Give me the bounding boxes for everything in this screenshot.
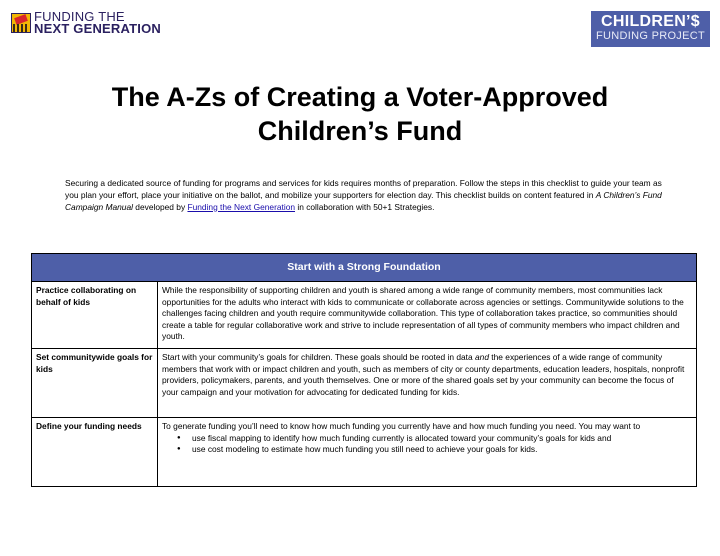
row-text: While the responsibility of supporting children and youth is shared among a wide range of community members, most communities lack opportunities for the adults who interact with kids to communicate or collaborate across agencies or settings. Communitywide solutions to the challenges facing children and youth require communitywide collaboration. This type of collaboration takes practice, so communities should create a table for regular collaborative work and strive to include representation of all types of community members who impact children and youth. [158,282,697,349]
cfp-logo-line1: CHILDREN’$ [600,13,700,30]
intro-text-1: Securing a dedicated source of funding for programs and services for kids requires months of preparation. Follow the steps in this checklist to guide your team as you plan your effort, place your initiative on the ballot, and mobilize your supporters for election day. This checklist builds on content featured in [65,178,662,200]
funding-next-generation-link[interactable]: Funding the Next Generation [187,201,296,212]
table-row [32,282,697,349]
bullet-item: ● use fiscal mapping to identify how much funding currently is allocated toward your community’s goals for kids and [192,433,692,445]
fng-logo-line2: NEXT GENERATION [34,21,161,36]
table-row [32,418,697,487]
page-title: The A-Zs of Creating a Voter-Approved Children’s Fund [111,82,609,146]
row-text-italic: and [475,352,489,362]
intro-paragraph [65,178,675,213]
row-label: Set communitywide goals for kids [32,349,158,418]
intro-manual-title: A Children’s Fund Campaign Manual [65,189,662,212]
intro-text-3: in collaboration with 50+1 Strategies. [295,201,435,212]
row-text [158,418,697,487]
table-header-row [32,254,697,282]
campaign-sign-icon [11,13,31,33]
row-label: Define your funding needs [32,418,158,487]
intro-text-2: developed by [132,201,188,212]
row-text-part: the experiences of a wide range of community members that work with or impact children and youth, such as members of city or county departments, education leaders, hospitals, nonprofit providers, policymakers, parents, and youth themselves. One or more of the shared goals set by your community can become the focus of your campaign and your motivation for advocating for dedicated funding for kids. [162,352,685,397]
row-text [158,349,697,418]
row-text-part: Start with your community’s goals for children. These goals should be rooted in data [162,352,475,362]
table-row [32,349,697,418]
checklist-table [31,253,697,487]
funding-the-next-generation-logo [11,11,161,35]
fng-logo-line1: FUNDING THE [34,9,125,24]
bullet-item: ● use cost modeling to estimate how much funding you still need to achieve your goals for kids. [192,444,692,456]
cfp-logo-line2: FUNDING PROJECT [596,30,705,42]
row-text-intro: To generate funding you’ll need to know how much funding you currently have and how much funding you need. You may want to [162,421,641,431]
people-shape [13,24,29,32]
row-label: Practice collaborating on behalf of kids [32,282,158,349]
childrens-funding-project-logo [591,11,710,47]
section-title: Start with a Strong Foundation [32,254,697,282]
bullet-list [162,433,692,456]
fng-logo-text [34,11,161,35]
